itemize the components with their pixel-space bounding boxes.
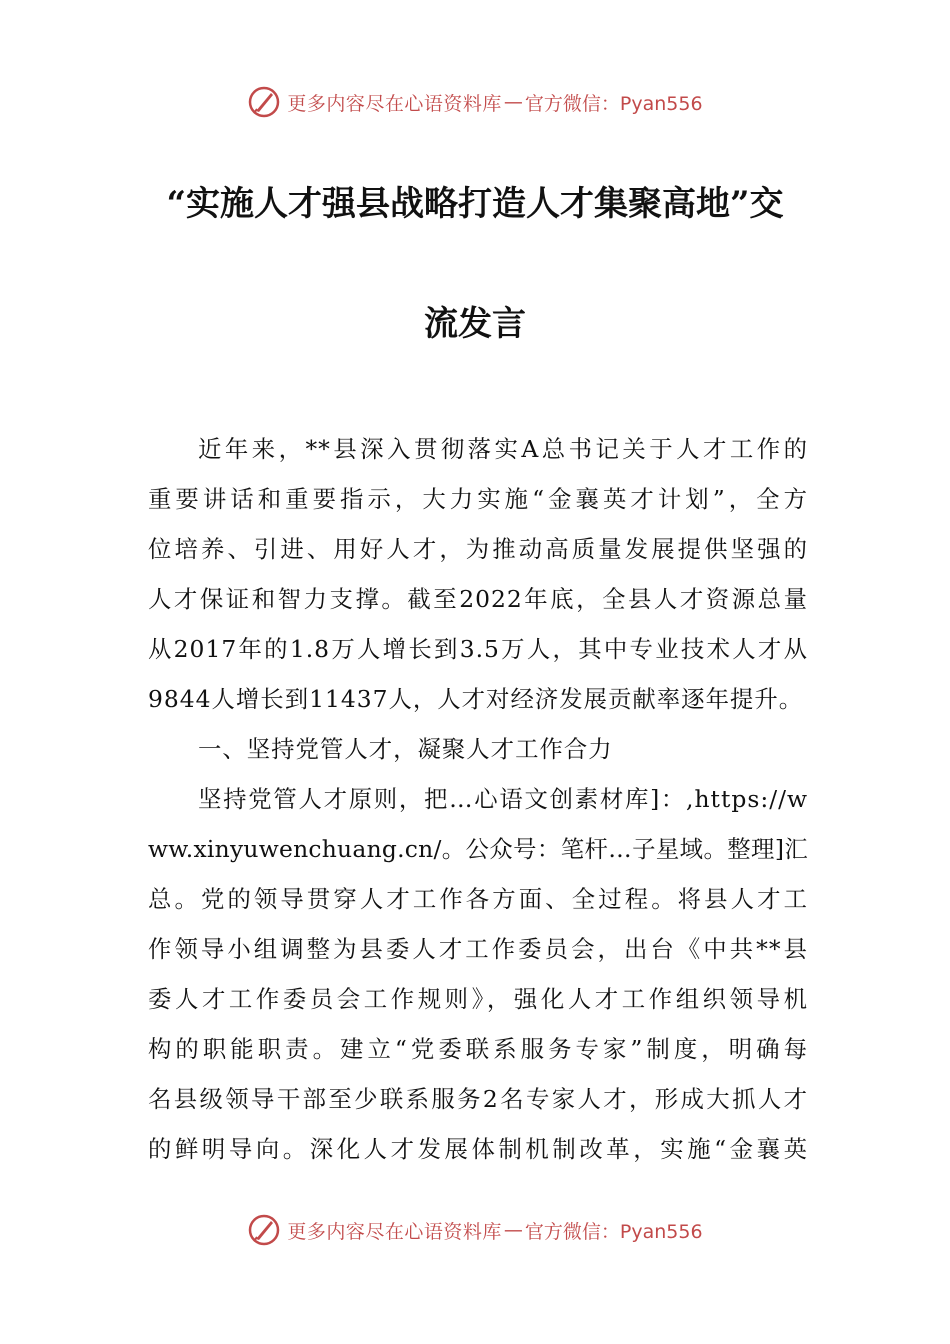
section-heading-1 xyxy=(148,724,808,774)
banner-text: 更多内容尽在心语资料库 xyxy=(287,92,502,115)
banner-dash: — xyxy=(503,91,523,113)
banner-wechat: 官方微信：Pyan556 xyxy=(524,92,703,115)
footer-watermark-banner xyxy=(0,1210,950,1250)
quill-logo-icon xyxy=(247,1213,281,1247)
text-line: 作领导小组调整为县委人才工作委员会，出台《中共**县 xyxy=(148,935,808,963)
text-line: 从2017年的1.8万人增长到3.5万人，其中专业技术人才从 xyxy=(148,635,808,663)
banner-dash: — xyxy=(503,1219,523,1241)
text-line: 坚持党管人才原则，把…心语文创素材库]：,https://w xyxy=(198,785,808,813)
text-line: 位培养、引进、用好人才，为推动高质量发展提供坚强的 xyxy=(148,535,808,563)
text-line: 的鲜明导向。深化人才发展体制机制改革，实施“金襄英 xyxy=(148,1135,808,1163)
heading-text: 一、坚持党管人才，凝聚人才工作合力 xyxy=(198,735,613,763)
banner-wechat: 官方微信：Pyan556 xyxy=(524,1220,703,1243)
text-line: 名县级领导干部至少联系服务2名专家人才，形成大抓人才 xyxy=(148,1085,808,1113)
paragraph-intro xyxy=(148,424,808,724)
document-title-line2: 流发言 xyxy=(424,304,526,344)
text-line: 构的职能职责。建立“党委联系服务专家”制度，明确每 xyxy=(148,1035,808,1063)
document-body xyxy=(148,424,808,1174)
paragraph-section-1 xyxy=(148,774,808,1174)
text-line: 人才保证和智力支撑。截至2022年底，全县人才资源总量 xyxy=(148,585,808,613)
text-line: 9844人增长到11437人，人才对经济发展贡献率逐年提升。 xyxy=(148,685,804,713)
text-line: ww.xinyuwenchuang.cn/。公众号：笔杆…子星域。整理]汇 xyxy=(148,835,808,863)
document-title-line1: “实施人才强县战略打造人才集聚高地”交 xyxy=(166,184,784,224)
banner-text: 更多内容尽在心语资料库 xyxy=(287,1220,502,1243)
text-line: 委人才工作委员会工作规则》，强化人才工作组织领导机 xyxy=(148,985,808,1013)
text-line: 重要讲话和重要指示，大力实施“金襄英才计划”，全方 xyxy=(148,485,808,513)
text-line: 近年来，**县深入贯彻落实A总书记关于人才工作的 xyxy=(198,435,808,463)
header-watermark-banner xyxy=(0,82,950,122)
text-line: 总。党的领导贯穿人才工作各方面、全过程。将县人才工 xyxy=(148,885,808,913)
quill-logo-icon xyxy=(247,85,281,119)
